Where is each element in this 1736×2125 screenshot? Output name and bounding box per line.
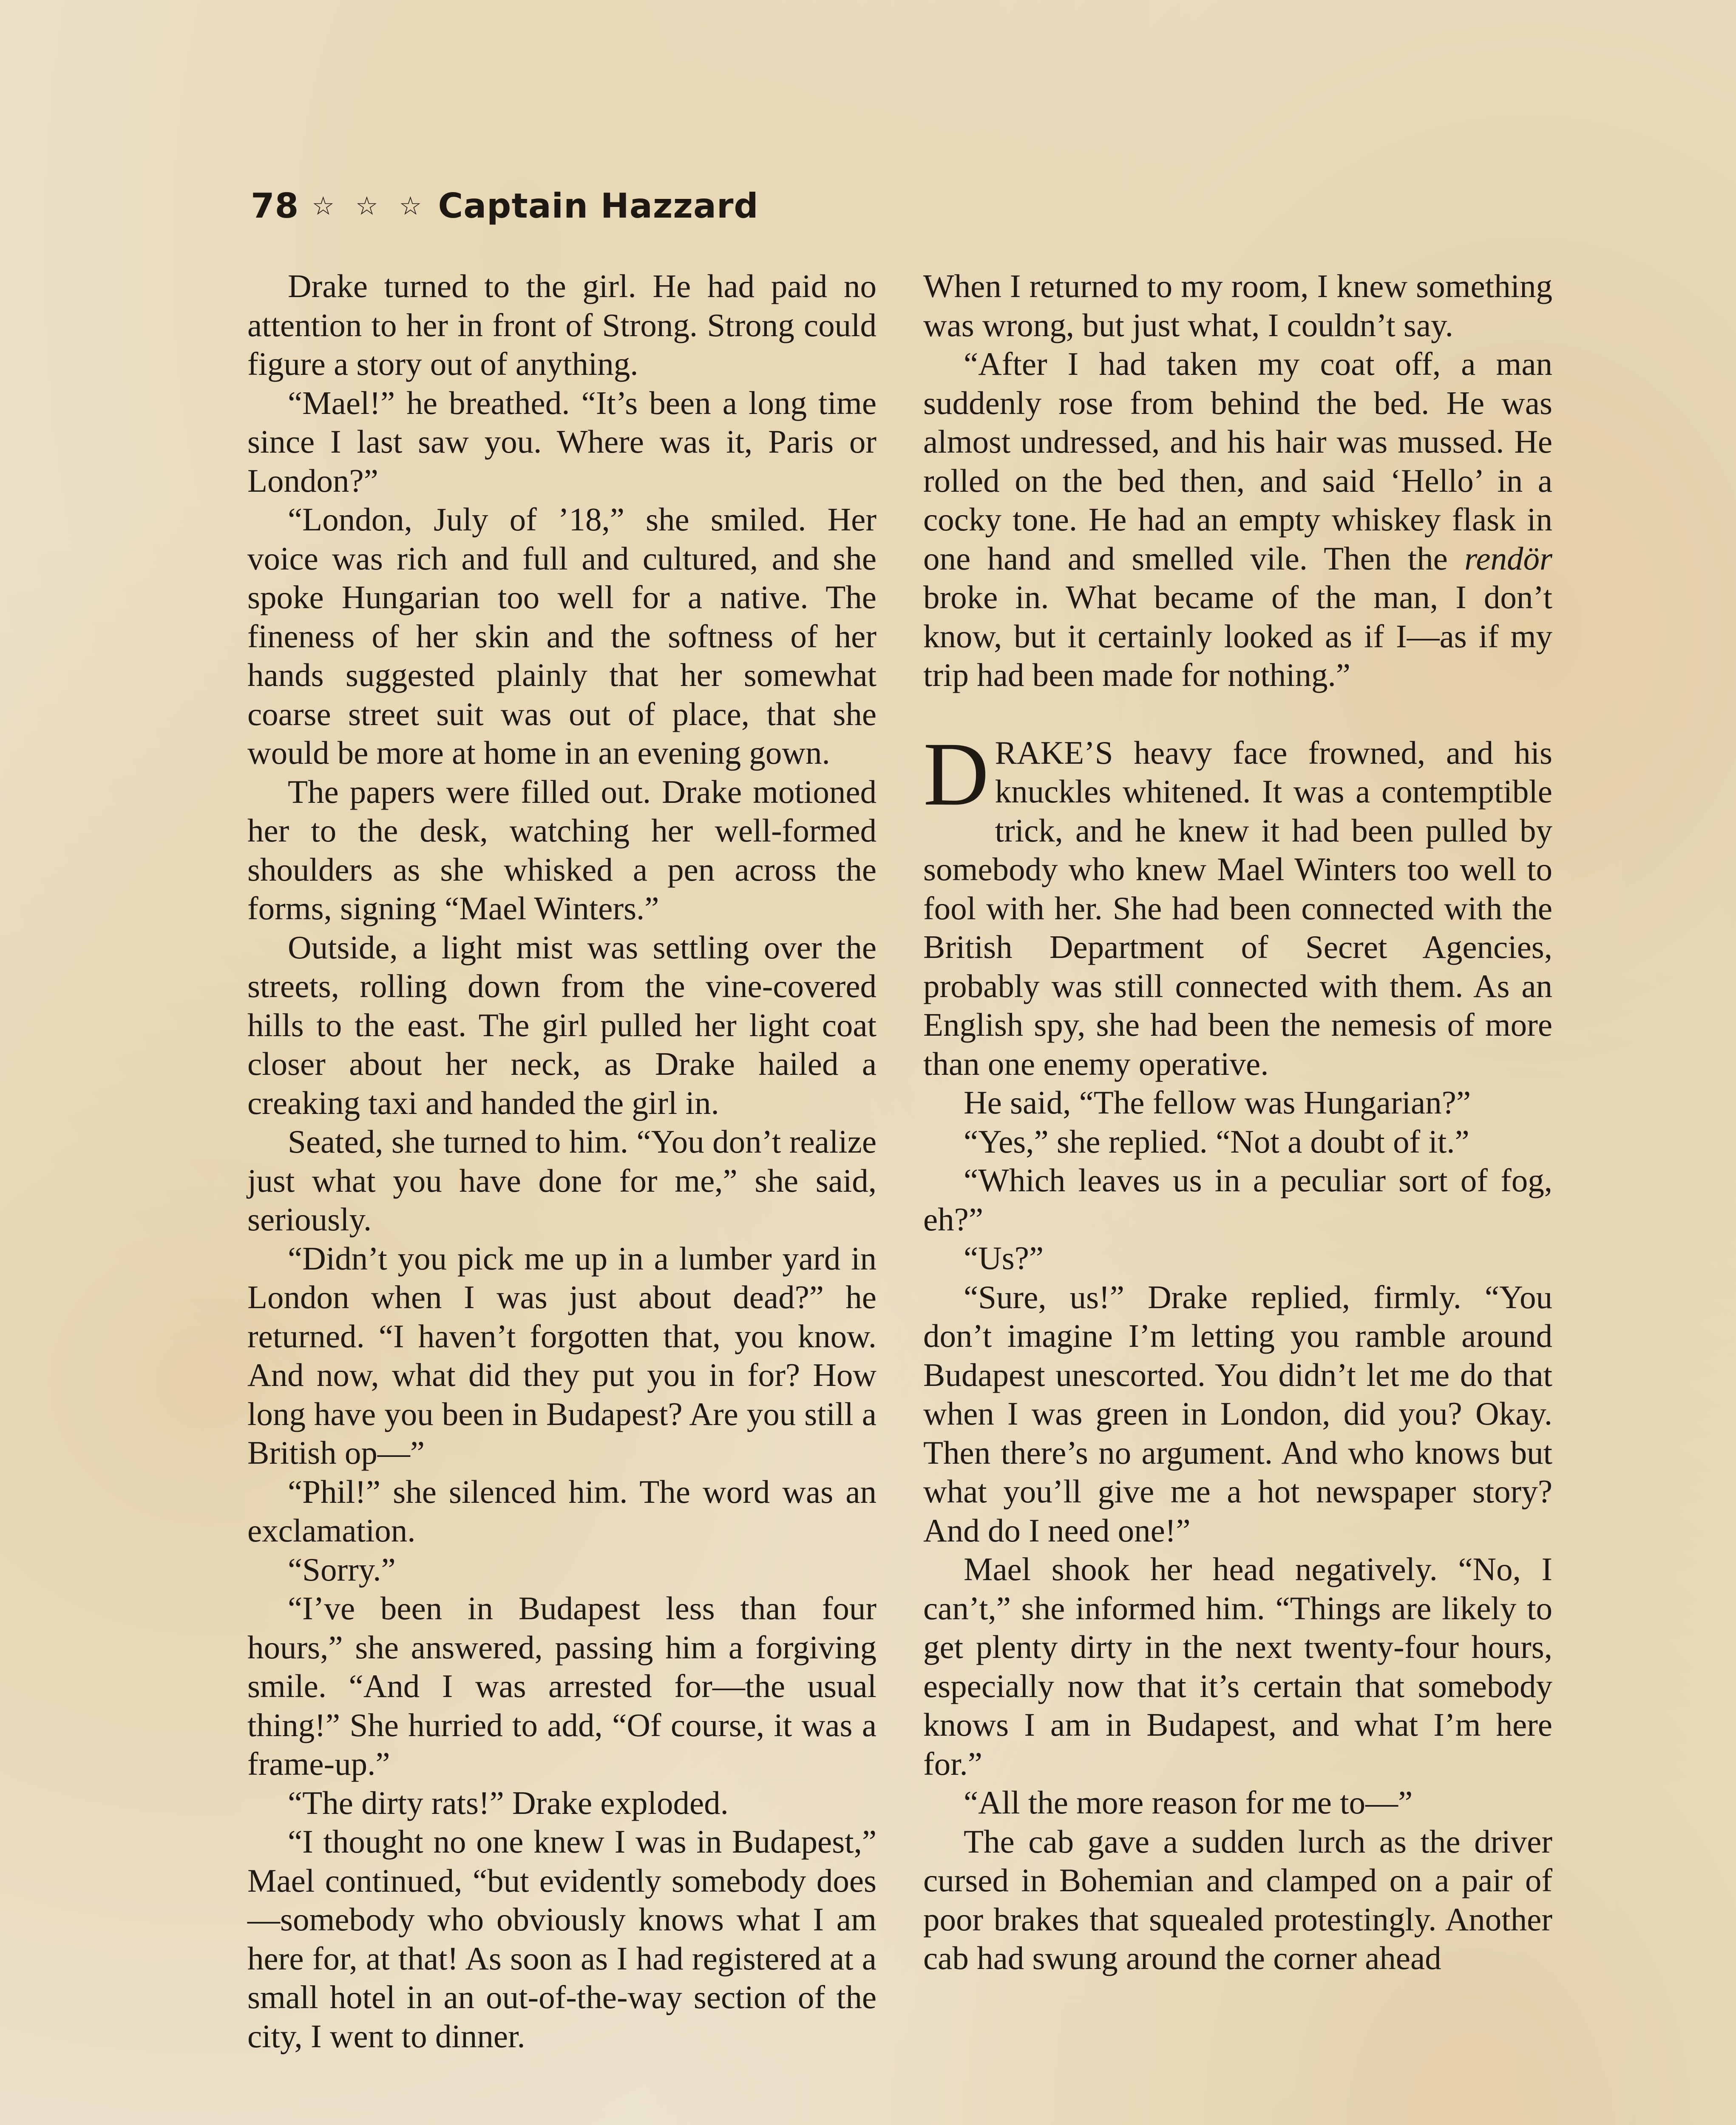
paragraph: “Didn’t you pick me up in a lumber yard in London when I was just about dead?” he returned. “I haven’t forgotten that, you know. And now, what did they put you in for? How long have you been in Budapest? Are you still a British op—” [247,1240,877,1471]
paragraph: “Yes,” she replied. “Not a doubt of it.” [964,1123,1469,1160]
right-column [923,267,1552,1978]
paragraph: “Sorry.” [288,1551,396,1588]
paragraph: “I’ve been in Budapest less than four hours,” she answered, passing him a forgiving smile. “And I was arrested for—the usual thing!” She hurried to add, “Of course, it was a frame-up.” [247,1590,877,1782]
section-paragraph [923,723,1552,1084]
drop-cap: D [923,723,989,824]
paragraph: The cab gave a sudden lurch as the driver cursed in Bohemian and clamped on a pair of poor brakes that squealed protestingly. Another cab had swung around the corner ahead [923,1823,1552,1976]
paragraph: “London, July of ’18,” she smiled. Her voice was rich and full and cultured, and she spoke Hungarian too well for a native. The fineness of her skin and the softness of her hands suggested plainly that her somewhat coarse street suit was out of place, that she would be more at home in an evening gown. [247,501,877,771]
paragraph-text: “After I had taken my coat off, a man suddenly rose from behind the bed. He was almost undressed, and his hair was mussed. He rolled on the bed then, and said ‘Hello’ in a cocky tone. He had an empty whiskey flask in one hand and smelled vile. Then the [923,346,1552,577]
paragraph: “The dirty rats!” Drake exploded. [288,1784,729,1821]
paragraph: “All the more reason for me to—” [964,1784,1413,1821]
paragraph: “Sure, us!” Drake replied, firmly. “You don’t imagine I’m letting you ramble around Budapest unescorted. You didn’t let me do that when I was green in London, did you? Okay. Then there’s no argument. And who knows but what you’ll give me a hot newspaper story? And do I need one!” [923,1278,1552,1549]
left-column [247,267,877,2056]
paragraph: Mael shook her head negatively. “No, I can’t,” she informed him. “Things are likely to get plenty dirty in the next twenty-four hours, especially now that it’s certain that somebody knows I am in Budapest, and what I’m here for.” [923,1551,1552,1782]
paragraph: “Us?” [964,1240,1044,1276]
paragraph: The papers were filled out. Drake motioned her to the desk, watching her well-formed shoulders as she whisked a pen across the forms, signing “Mael Winters.” [247,773,877,926]
paragraph: “I thought no one knew I was in Budapest,” Mael continued, “but evidently somebody does—somebody who obviously knows what I am here for, at that! As soon as I had registered at a small hotel in an out-of-the-way section of the city, I went to dinner. [247,1823,877,2054]
paragraph: Seated, she turned to him. “You don’t realize just what you have done for me,” she said, seriously. [247,1123,877,1238]
running-title: Captain Hazzard [438,186,759,226]
paragraph: He said, “The fellow was Hungarian?” [964,1084,1471,1121]
paragraph: Outside, a light mist was settling over the streets, rolling down from the vine-covered hills to the east. The girl pulled her light coat closer about her neck, as Drake hailed a creaking taxi and handed the girl in. [247,929,877,1121]
paragraph: “Which leaves us in a peculiar sort of fog, eh?” [923,1162,1552,1238]
paragraph-text: broke in. What became of the man, I don’t know, but it certainly looked as if I—as if my trip had been made for nothing.” [923,579,1552,693]
paragraph: “Mael!” he breathed. “It’s been a long time since I last saw you. Where was it, Paris or London?” [247,384,877,499]
paragraph: “Phil!” she silenced him. The word was an exclamation. [247,1473,877,1549]
paragraph-continuation: When I returned to my room, I knew something was wrong, but just what, I couldn’t say. [923,268,1552,343]
star-ornaments: ☆ ☆ ☆ [312,191,428,221]
italic-word: rendör [1464,540,1552,577]
paragraph: Drake turned to the girl. He had paid no attention to her in front of Strong. Strong could figure a story out of anything. [247,268,877,382]
page-number: 78 [251,186,299,226]
paragraph-text: RAKE’S heavy face frowned, and his knuckles whitened. It was a contemptible trick, and he knew it had been pulled by somebody who knew Mael Winters too well to fool with her. She had been connected with the British Department of Secret Agencies, probably was still connected with them. As an English spy, she had been the nemesis of more than one enemy operative. [923,734,1552,1082]
page-header [251,186,759,226]
paragraph [923,345,1552,695]
